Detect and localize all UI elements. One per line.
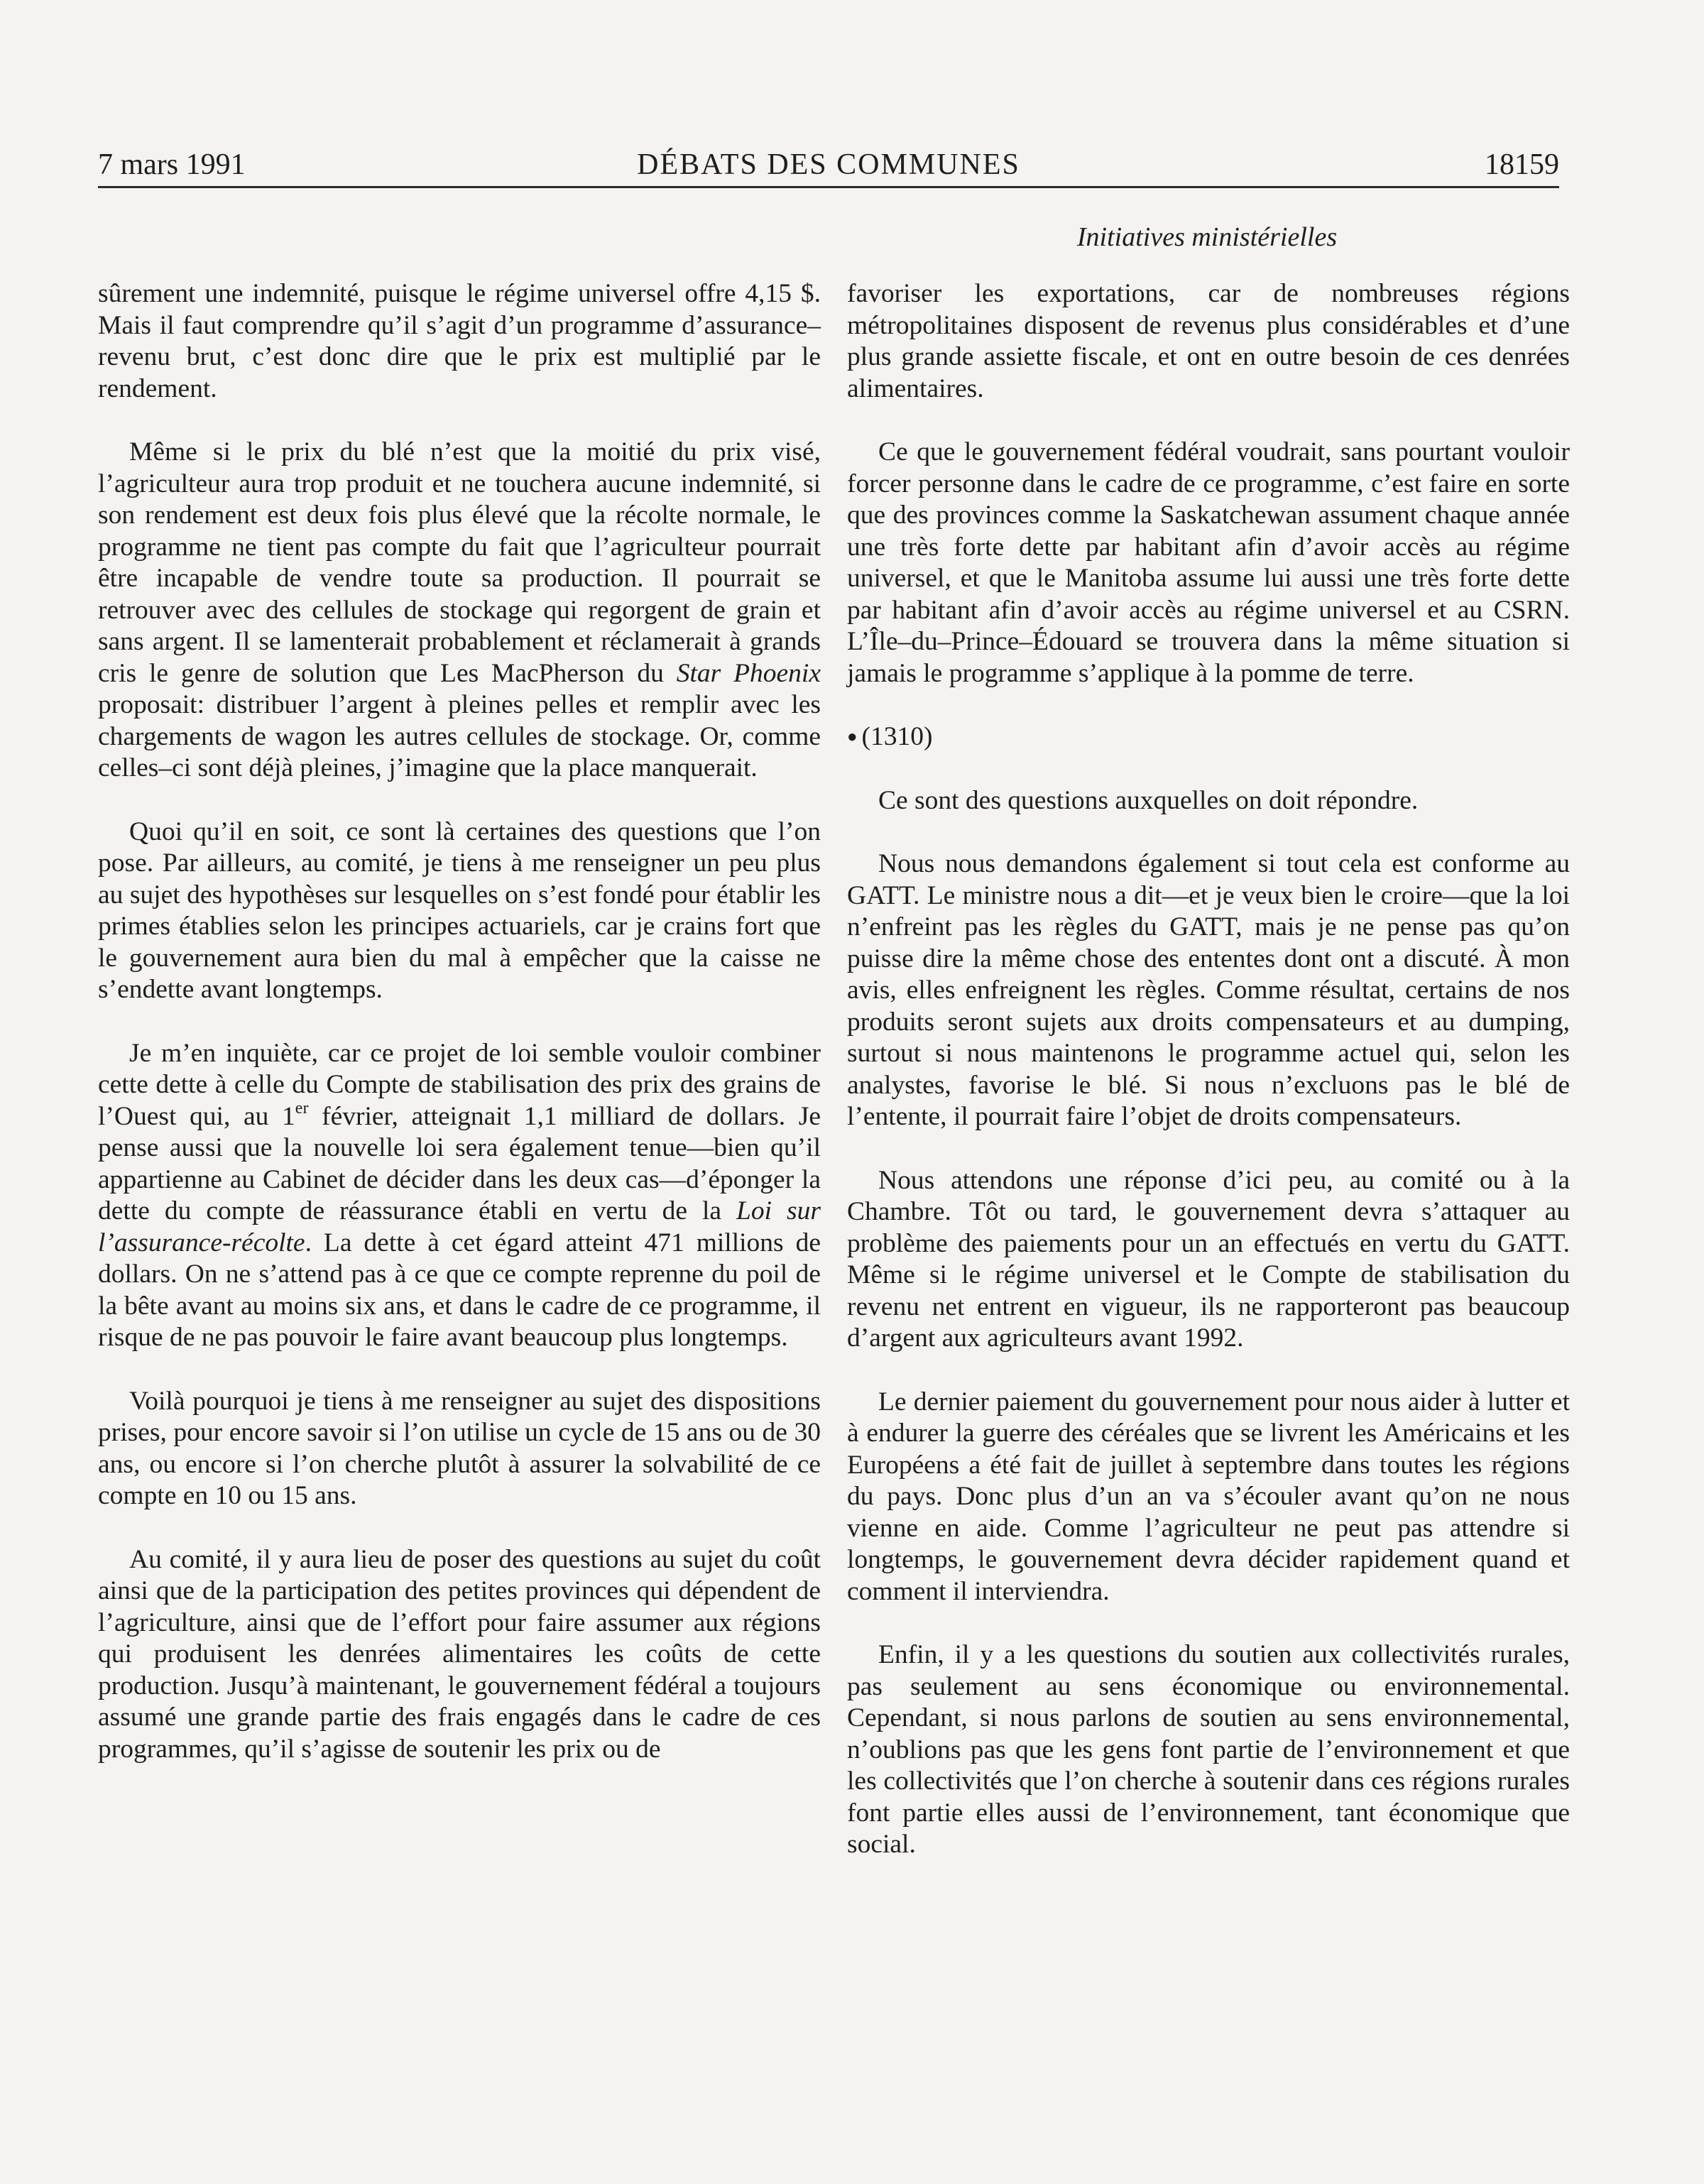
page-header xyxy=(98,146,1559,183)
right-paragraph-5: Nous attendons une réponse d’ici peu, au comité ou à la Chambre. Tôt ou tard, le gouvernement devra s’attaquer au problème des paiements pour un an effectués en vertu du GATT. Même si le régime universel et le Compte de stabilisation du revenu net entrent en vigueur, ils ne rapporteront pas beaucoup d’argent aux agriculteurs avant 1992. xyxy=(847,1165,1570,1353)
ordinal-superscript: er xyxy=(295,1098,309,1118)
page-number: 18159 xyxy=(1485,148,1559,181)
header-date: 7 mars 1991 xyxy=(98,148,246,181)
left-paragraph-4-text-c: . La dette à cet égard atteint 471 millions de dollars. On ne s’attend pas à ce que ce compte reprenne du poil de la bête avant au moins six ans, et dans le cadre de ce programme, il risque de ne pas pouvoir le faire avant beaucoup plus longtemps. xyxy=(98,1228,821,1352)
right-paragraph-3: Ce sont des questions auxquelles on doit répondre. xyxy=(878,785,1419,815)
left-paragraph-4-text-b: février, atteignait 1,1 milliard de dollars. Je pense aussi que la nouvelle loi sera également tenue—bien qu’il appartienne au Cabinet de décider dans les deux cas—d’éponger la dette du compte de réassurance établi en vertu de la xyxy=(98,1101,821,1225)
right-paragraph-4: Nous nous demandons également si tout cela est conforme au GATT. Le ministre nous a dit—et je veux bien le croire—que la loi n’enfreint pas les règles du GATT, mais je ne pense pas qu’on puisse dire la même chose des ententes dont ont a discuté. À mon avis, elles enfreignent les règles. Comme résultat, certains de nos produits seront sujets aux droits compensateurs et au dumping, surtout si nous maintenons le programme actuel qui, selon les analystes, favorise le blé. Si nous n’excluons pas le blé de l’entente, il pourrait faire l’objet de droits compensateurs. xyxy=(847,849,1570,1131)
left-paragraph-2-text-b: proposait: distribuer l’argent à pleines pelles et remplir avec les chargements de wagon les autres cellules de stockage. Or, comme celles–ci sont déjà pleines, j’imagine que la place manquerait. xyxy=(98,690,821,782)
left-paragraph-5: Voilà pourquoi je tiens à me renseigner au sujet des dispositions prises, pour encore savoir si l’on utilise un cycle de 15 ans ou de 30 ans, ou encore si l’on cherche plutôt à assurer la solvabilité de ce compte en 10 ou 15 ans. xyxy=(98,1386,821,1510)
left-paragraph-2 xyxy=(98,437,821,785)
left-paragraph-3: Quoi qu’il en soit, ce sont là certaines des questions que l’on pose. Par ailleurs, au comité, je tiens à me renseigner un peu plus au sujet des hypothèses sur lesquelles on s’est fondé pour établir les primes établies selon les principes actuariels, car je crains fort que le gouvernement aura bien du mal à empêcher que la caisse ne s’endette avant longtemps. xyxy=(98,817,821,1004)
time-marker-text: (1310) xyxy=(861,722,933,751)
left-paragraph-2-text-a: Même si le prix du blé n’est que la moitié du prix visé, l’agriculteur aura trop produit et ne touchera aucune indemnité, si son rendement est deux fois plus élevé que la récolte normale, le programme ne tient pas compte du fait que l’agriculteur pourrait être incapable de vendre toute sa production. Il pourrait se retrouver avec des cellules de stockage qui regorgent de grain et sans argent. Il se lamenterait probablement et réclamerait à grands cris le genre de solution que Les MacPherson du xyxy=(98,437,821,688)
section-title: Initiatives ministérielles xyxy=(1076,222,1338,252)
right-column xyxy=(847,278,1570,1893)
right-paragraph-7: Enfin, il y a les questions du soutien aux collectivités rurales, pas seulement au sens économique ou environnemental. Cependant, si nous parlons de soutien au sens environnemental, n’oublions pas que les gens font partie de l’environnement et que les collectivités que l’on cherche à soutenir dans ces régions rurales font partie elles aussi de l’environnement, tant économique que social. xyxy=(847,1640,1570,1859)
bullet-icon: ● xyxy=(847,728,858,746)
left-paragraph-4 xyxy=(98,1038,821,1354)
right-paragraph-6: Le dernier paiement du gouvernement pour nous aider à lutter et à endurer la guerre des céréales que se livrent les Américains et les Européens a été fait de juillet à septembre dans toutes les régions du pays. Donc plus d’un an va s’écouler avant qu’on ne nous vienne en aide. Comme l’agriculteur ne peut pas attendre si longtemps, le gouvernement devra décider rapidement quand et comment il interviendra. xyxy=(847,1387,1570,1606)
header-rule xyxy=(98,186,1559,188)
right-paragraph-1: favoriser les exportations, car de nombreuses régions métropolitaines disposent de revenus plus considérables et d’une plus grande assiette fiscale, et ont en outre besoin de ces denrées alimentaires. xyxy=(847,279,1570,403)
left-paragraph-4-text-a: Je m’en inquiète, car ce projet de loi semble vouloir combiner cette dette à celle du Compte de stabilisation des prix des grains de l’Ouest qui, au 1 xyxy=(98,1038,821,1131)
law-title: Loi sur l’assurance-récolte xyxy=(98,1196,821,1257)
left-paragraph-1: sûrement une indemnité, puisque le régime universel offre 4,15 $. Mais il faut comprendre qu’il s’agit d’un programme d’assurance–revenu brut, c’est donc dire que le prix est multiplié par le rendement. xyxy=(98,279,821,403)
right-paragraph-2: Ce que le gouvernement fédéral voudrait, sans pourtant vouloir forcer personne dans le cadre de ce programme, c’est faire en sorte que des provinces comme la Saskatchewan assument chaque année une très forte dette par habitant afin d’avoir accès au régime universel, et que le Manitoba assume lui aussi une très forte dette par habitant afin d’avoir accès au régime universel et au CSRN. L’Île–du–Prince–Édouard se trouvera dans la même situation si jamais le programme s’applique à la pomme de terre. xyxy=(847,437,1570,688)
time-marker xyxy=(847,721,1570,753)
left-column xyxy=(98,278,821,1797)
newspaper-title: Star Phoenix xyxy=(676,658,821,688)
header-title: DÉBATS DES COMMUNES xyxy=(637,148,1020,181)
left-paragraph-6: Au comité, il y aura lieu de poser des questions au sujet du coût ainsi que de la participation des petites provinces qui dépendent de l’agriculture, ainsi que de l’effort pour faire assumer aux régions qui produisent les denrées alimentaires les coûts de cette production. Jusqu’à maintenant, le gouvernement fédéral a toujours assumé une grande partie des frais engagés dans le cadre de ces programmes, qu’il s’agisse de soutenir les prix ou de xyxy=(98,1544,821,1764)
